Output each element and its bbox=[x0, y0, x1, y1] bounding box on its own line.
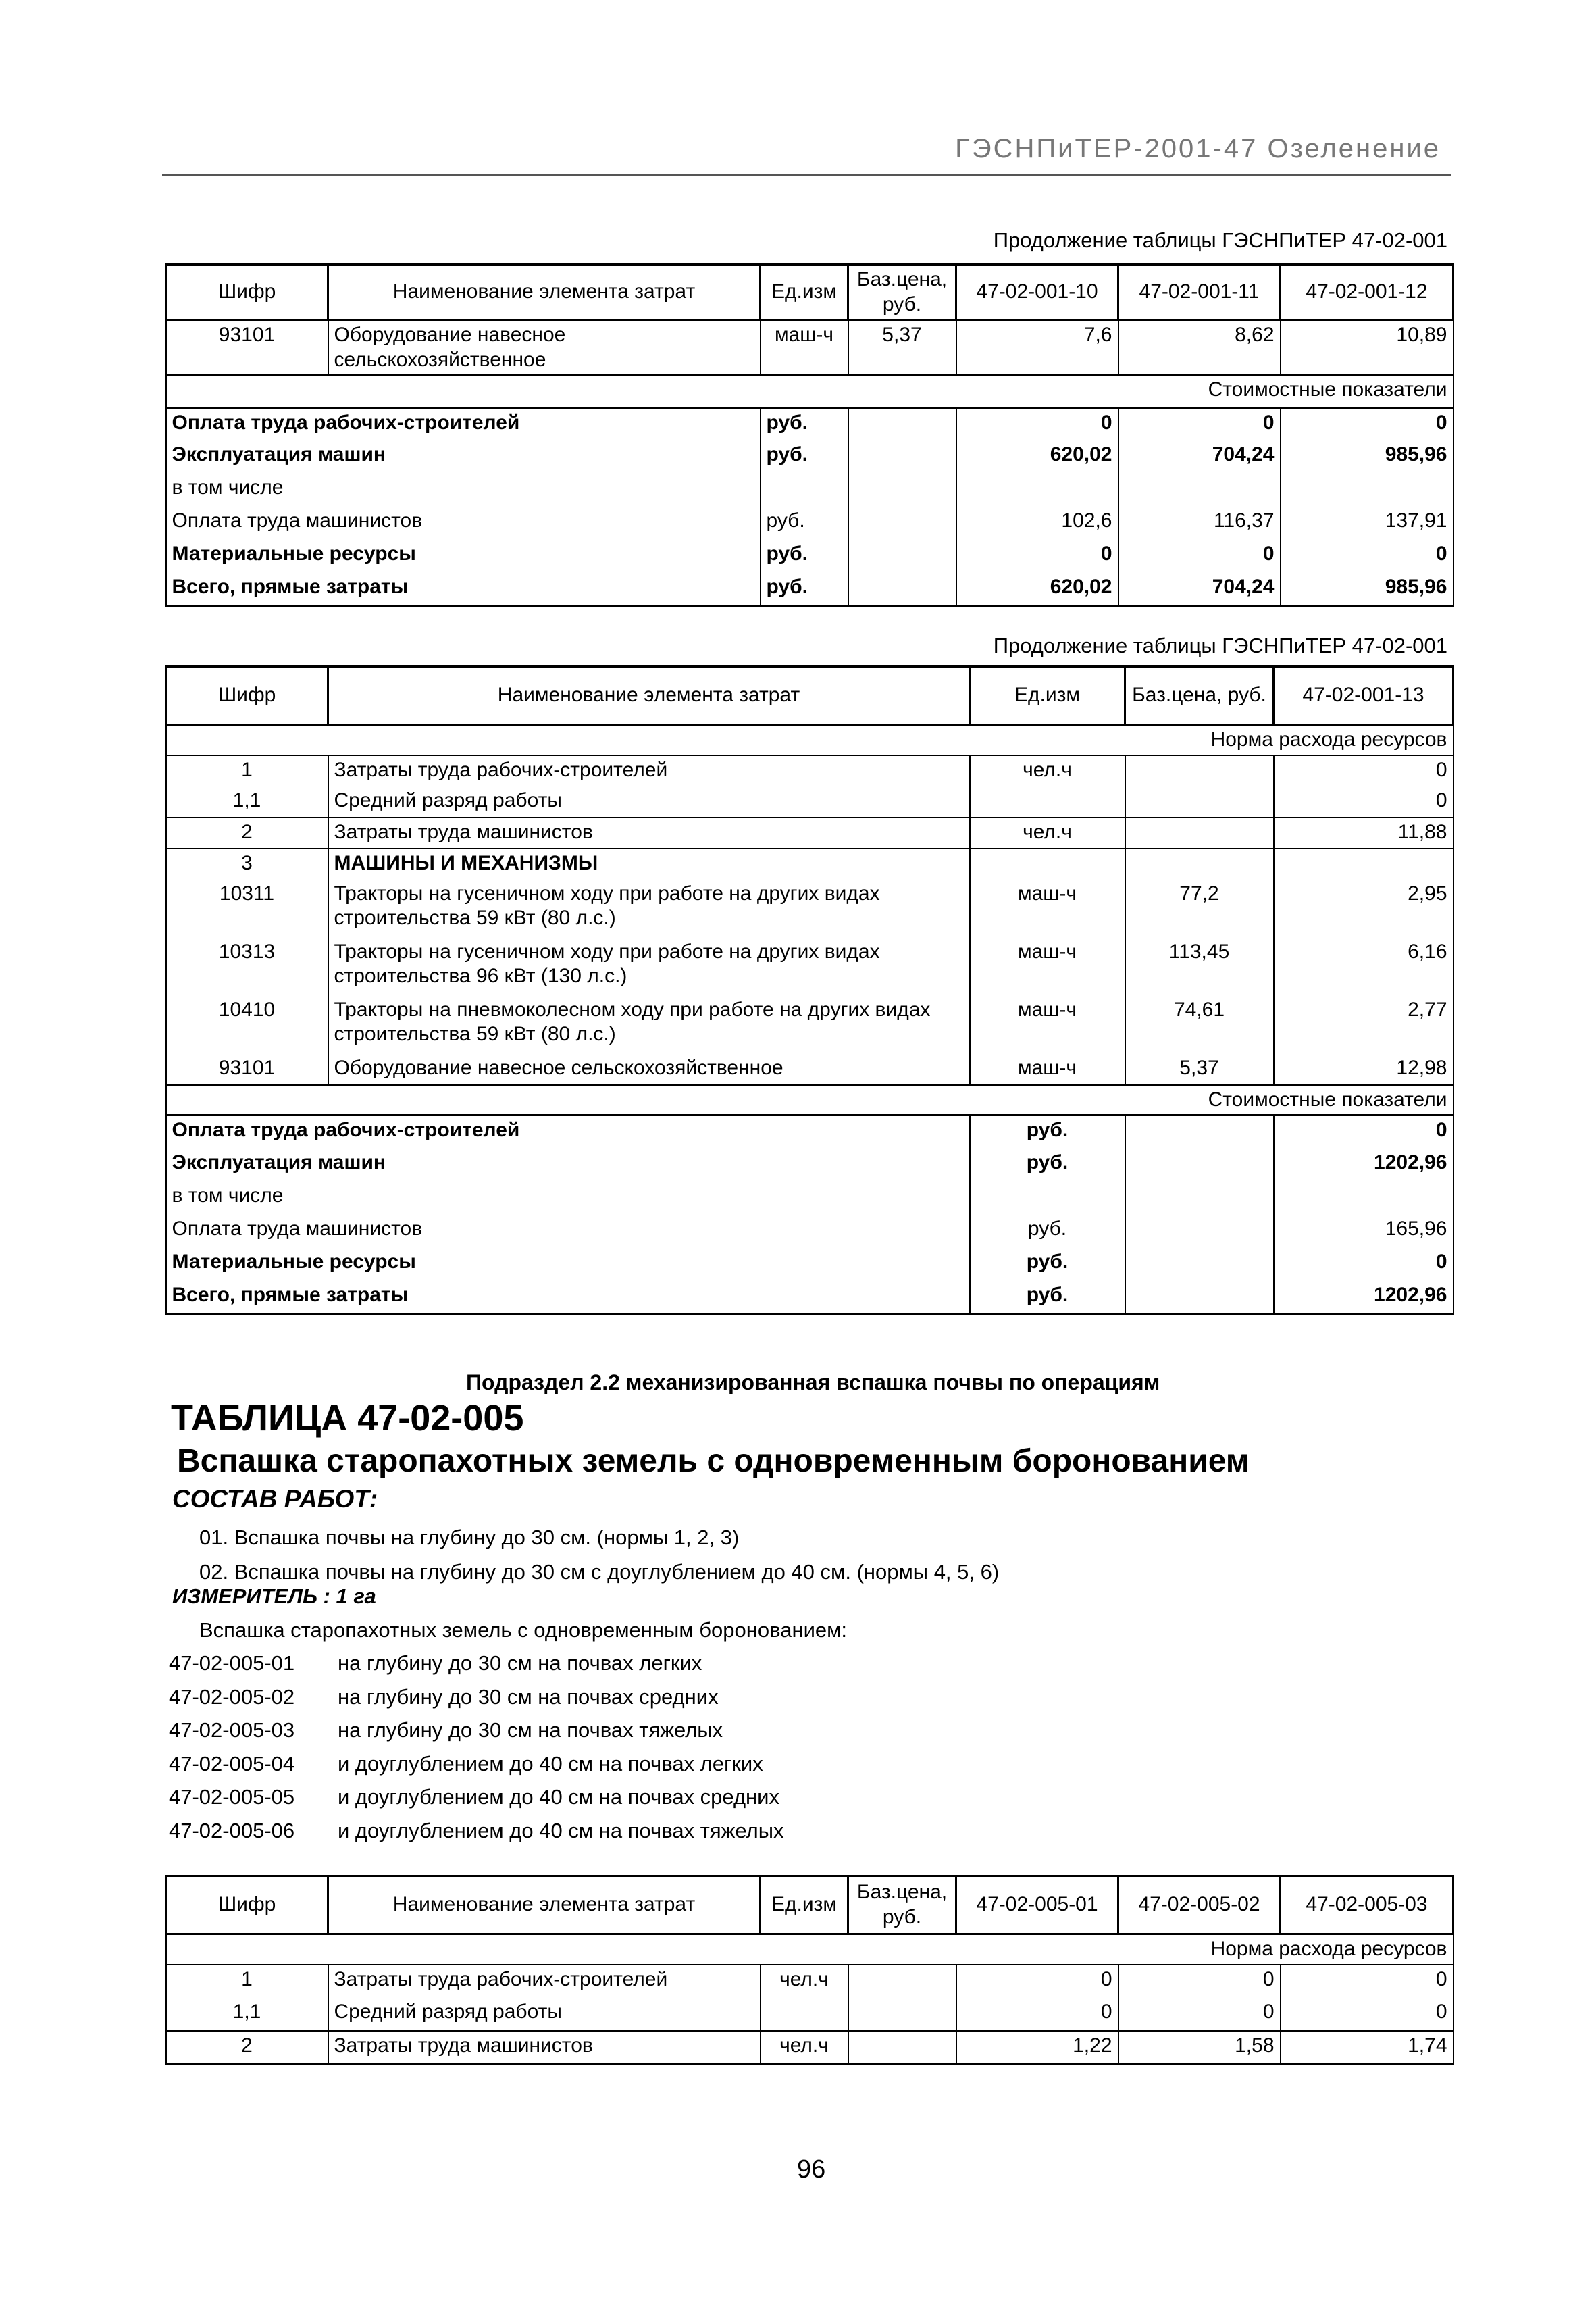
table-row bbox=[166, 1281, 1453, 1314]
table-row bbox=[166, 1182, 1453, 1215]
table-row bbox=[166, 996, 1453, 1054]
row-unit: маш-ч bbox=[970, 938, 1125, 996]
row-code: 1 bbox=[166, 1965, 328, 1998]
row-value-13: 0 bbox=[1274, 755, 1453, 786]
row-value-10: 7,6 bbox=[956, 320, 1118, 376]
table-row bbox=[166, 818, 1453, 849]
row-code: 2 bbox=[166, 2031, 328, 2064]
table-row bbox=[166, 540, 1453, 573]
row-name: в том числе bbox=[166, 1182, 970, 1215]
row-name: Оборудование навесное сельскохозяйственное bbox=[328, 1054, 970, 1085]
row-value-10: 620,02 bbox=[956, 441, 1118, 474]
table3-col-name: Наименование элемента затрат bbox=[328, 1876, 761, 1934]
row-value-13: 0 bbox=[1274, 1115, 1453, 1149]
list-item bbox=[169, 1646, 783, 1680]
row-value-12: 10,89 bbox=[1281, 320, 1453, 376]
table1-col-norm-10: 47-02-001-10 bbox=[956, 265, 1118, 320]
table-row bbox=[166, 1965, 1453, 1998]
table-row bbox=[166, 1149, 1453, 1182]
subsection-heading: Подраздел 2.2 механизированная вспашка почвы по операциям bbox=[466, 1370, 1160, 1394]
row-value-12: 137,91 bbox=[1281, 507, 1453, 540]
running-header: ГЭСНПиТЕР-2001-47 Озеленение bbox=[955, 134, 1441, 164]
row-name: в том числе bbox=[166, 474, 761, 507]
row-value-11: 0 bbox=[1118, 540, 1281, 573]
table2-body bbox=[166, 725, 1453, 1314]
row-unit: маш-ч bbox=[970, 1054, 1125, 1085]
row-value-13: 12,98 bbox=[1274, 1054, 1453, 1085]
row-value-03: 0 bbox=[1281, 1998, 1453, 2031]
row-value-03: 0 bbox=[1281, 1965, 1453, 1998]
table3-col-unit: Ед.изм bbox=[761, 1876, 848, 1934]
row-value-10: 102,6 bbox=[956, 507, 1118, 540]
table1-col-price: Баз.цена, руб. bbox=[848, 265, 956, 320]
row-unit bbox=[970, 786, 1125, 818]
row-code: 1 bbox=[166, 755, 328, 786]
codes-intro: Вспашка старопахотных земель с одновременным боронованием: bbox=[199, 1618, 848, 1642]
row-unit: руб. bbox=[761, 573, 848, 606]
row-name: Средний разряд работы bbox=[328, 786, 970, 818]
table3-body bbox=[166, 1934, 1453, 2064]
table2-col-norm-13: 47-02-001-13 bbox=[1274, 667, 1453, 725]
row-unit: руб. bbox=[761, 407, 848, 441]
row-value-13: 0 bbox=[1274, 786, 1453, 818]
row-unit: чел.ч bbox=[970, 818, 1125, 849]
table1-body bbox=[166, 320, 1453, 607]
row-value-13: 1202,96 bbox=[1274, 1149, 1453, 1182]
row-value-13: 6,16 bbox=[1274, 938, 1453, 996]
list-item-desc: и доуглублением до 40 см на почвах средних bbox=[338, 1785, 779, 1809]
composition-heading: СОСТАВ РАБОТ: bbox=[172, 1485, 378, 1513]
table1-col-norm-11: 47-02-001-11 bbox=[1118, 265, 1281, 320]
table2-caption: Продолжение таблицы ГЭСНПиТЕР 47-02-001 bbox=[993, 634, 1447, 657]
row-unit: чел.ч bbox=[761, 2031, 848, 2064]
table-row bbox=[166, 407, 1453, 441]
list-item bbox=[169, 1780, 783, 1814]
row-name: Тракторы на гусеничном ходу при работе на других видах строительства 96 кВт (130 л.с.) bbox=[328, 938, 970, 996]
table1-caption: Продолжение таблицы ГЭСНПиТЕР 47-02-001 bbox=[993, 228, 1447, 252]
row-name: Материальные ресурсы bbox=[166, 540, 761, 573]
table2-col-price: Баз.цена, руб. bbox=[1125, 667, 1274, 725]
row-price bbox=[1125, 818, 1274, 849]
list-item-code: 47-02-005-04 bbox=[169, 1751, 295, 1776]
table-row bbox=[166, 320, 1453, 376]
table-row bbox=[166, 849, 1453, 880]
list-item-desc: и доуглублением до 40 см на почвах легких bbox=[338, 1751, 763, 1776]
row-name: Всего, прямые затраты bbox=[166, 1281, 970, 1314]
list-item-desc: на глубину до 30 см на почвах тяжелых bbox=[338, 1718, 723, 1742]
row-price bbox=[1125, 849, 1274, 880]
row-price: 74,61 bbox=[1125, 996, 1274, 1054]
list-item-desc: на глубину до 30 см на почвах легких bbox=[338, 1651, 702, 1675]
row-value-01: 1,22 bbox=[956, 2031, 1118, 2064]
row-value-13: 1202,96 bbox=[1274, 1281, 1453, 1314]
table-row bbox=[166, 507, 1453, 540]
row-code: 1,1 bbox=[166, 786, 328, 818]
row-name: Всего, прямые затраты bbox=[166, 573, 761, 606]
row-unit: руб. bbox=[970, 1248, 1125, 1281]
row-unit: руб. bbox=[970, 1149, 1125, 1182]
table-row bbox=[166, 2031, 1453, 2064]
table-row bbox=[166, 441, 1453, 474]
list-item-code: 47-02-005-01 bbox=[169, 1651, 295, 1675]
row-value-12: 0 bbox=[1281, 407, 1453, 441]
row-code: 10311 bbox=[166, 880, 328, 938]
row-unit bbox=[761, 1998, 848, 2031]
row-code: 2 bbox=[166, 818, 328, 849]
table-row bbox=[166, 880, 1453, 938]
table1-col-norm-12: 47-02-001-12 bbox=[1281, 265, 1453, 320]
row-value-11: 116,37 bbox=[1118, 507, 1281, 540]
list-item-code: 47-02-005-03 bbox=[169, 1718, 295, 1742]
table-row bbox=[166, 755, 1453, 786]
measure-unit: ИЗМЕРИТЕЛЬ : 1 га bbox=[172, 1584, 376, 1608]
row-value-10: 0 bbox=[956, 540, 1118, 573]
section-cost-label: Стоимостные показатели bbox=[166, 375, 1453, 407]
row-price bbox=[1125, 755, 1274, 786]
row-price bbox=[848, 1998, 956, 2031]
row-unit: руб. bbox=[970, 1281, 1125, 1314]
row-name: МАШИНЫ И МЕХАНИЗМЫ bbox=[328, 849, 970, 880]
row-value-10: 0 bbox=[956, 407, 1118, 441]
row-price: 5,37 bbox=[1125, 1054, 1274, 1085]
row-name: Оплата труда рабочих-строителей bbox=[166, 407, 761, 441]
row-name: Затраты труда рабочих-строителей bbox=[328, 1965, 761, 1998]
operation-item: 01. Вспашка почвы на глубину до 30 см. (нормы 1, 2, 3) bbox=[199, 1526, 740, 1549]
row-name: Эксплуатация машин bbox=[166, 1149, 970, 1182]
row-code: 3 bbox=[166, 849, 328, 880]
row-code: 1,1 bbox=[166, 1998, 328, 2031]
table2 bbox=[165, 665, 1454, 1315]
table1-col-name: Наименование элемента затрат bbox=[328, 265, 761, 320]
table1 bbox=[165, 263, 1454, 607]
row-name: Материальные ресурсы bbox=[166, 1248, 970, 1281]
list-item-code: 47-02-005-05 bbox=[169, 1785, 295, 1809]
row-name: Оплата труда рабочих-строителей bbox=[166, 1115, 970, 1149]
row-name: Тракторы на пневмоколесном ходу при работе на других видах строительства 59 кВт (80 л.с.) bbox=[328, 996, 970, 1054]
row-value-11: 8,62 bbox=[1118, 320, 1281, 376]
section-cost-label: Стоимостные показатели bbox=[166, 1085, 1453, 1115]
row-value-13: 2,77 bbox=[1274, 996, 1453, 1054]
table3 bbox=[165, 1875, 1454, 2065]
list-item bbox=[169, 1680, 783, 1714]
row-value-12: 0 bbox=[1281, 540, 1453, 573]
table3-col-norm-01: 47-02-005-01 bbox=[956, 1876, 1118, 1934]
row-unit: руб. bbox=[970, 1215, 1125, 1248]
row-value-03: 1,74 bbox=[1281, 2031, 1453, 2064]
table-title: ТАБЛИЦА 47-02-005 bbox=[171, 1398, 524, 1438]
row-unit: руб. bbox=[761, 540, 848, 573]
row-price bbox=[848, 2031, 956, 2064]
row-price: 77,2 bbox=[1125, 880, 1274, 938]
row-code: 93101 bbox=[166, 320, 328, 376]
table-subtitle: Вспашка старопахотных земель с одновременным боронованием bbox=[177, 1443, 1250, 1479]
row-code: 93101 bbox=[166, 1054, 328, 1085]
row-value-11: 704,24 bbox=[1118, 441, 1281, 474]
section-norm-label: Норма расхода ресурсов bbox=[166, 725, 1453, 755]
row-name: Оплата труда машинистов bbox=[166, 1215, 970, 1248]
operation-item: 02. Вспашка почвы на глубину до 30 см с доуглублением до 40 см. (нормы 4, 5, 6) bbox=[199, 1560, 1000, 1584]
row-price: 5,37 bbox=[848, 320, 956, 376]
row-code: 10410 bbox=[166, 996, 328, 1054]
table1-col-unit: Ед.изм bbox=[761, 265, 848, 320]
header-rule bbox=[162, 174, 1451, 176]
row-unit: маш-ч bbox=[761, 320, 848, 376]
row-value-11: 0 bbox=[1118, 407, 1281, 441]
row-name: Эксплуатация машин bbox=[166, 441, 761, 474]
row-value-13 bbox=[1274, 849, 1453, 880]
row-unit: маш-ч bbox=[970, 880, 1125, 938]
row-name: Тракторы на гусеничном ходу при работе на других видах строительства 59 кВт (80 л.с.) bbox=[328, 880, 970, 938]
list-item-code: 47-02-005-06 bbox=[169, 1818, 295, 1842]
row-value-01: 0 bbox=[956, 1965, 1118, 1998]
table3-col-price: Баз.цена, руб. bbox=[848, 1876, 956, 1934]
row-unit bbox=[970, 849, 1125, 880]
table2-col-name: Наименование элемента затрат bbox=[328, 667, 970, 725]
row-unit: руб. bbox=[970, 1115, 1125, 1149]
table-row bbox=[166, 573, 1453, 606]
row-unit: маш-ч bbox=[970, 996, 1125, 1054]
list-item-desc: на глубину до 30 см на почвах средних bbox=[338, 1684, 719, 1709]
page-number: 96 bbox=[797, 2155, 826, 2184]
table-row bbox=[166, 938, 1453, 996]
row-value-13: 11,88 bbox=[1274, 818, 1453, 849]
row-name: Оплата труда машинистов bbox=[166, 507, 761, 540]
row-value-11: 704,24 bbox=[1118, 573, 1281, 606]
list-item bbox=[169, 1713, 783, 1747]
row-price bbox=[1125, 786, 1274, 818]
row-value-02: 0 bbox=[1118, 1998, 1281, 2031]
row-value-13: 0 bbox=[1274, 1248, 1453, 1281]
table3-col-norm-02: 47-02-005-02 bbox=[1118, 1876, 1281, 1934]
row-unit: чел.ч bbox=[761, 1965, 848, 1998]
list-item-code: 47-02-005-02 bbox=[169, 1684, 295, 1709]
table-row bbox=[166, 1115, 1453, 1149]
table2-col-code: Шифр bbox=[166, 667, 328, 725]
table-row bbox=[166, 1248, 1453, 1281]
row-value-12: 985,96 bbox=[1281, 573, 1453, 606]
row-unit: чел.ч bbox=[970, 755, 1125, 786]
section-norm-label: Норма расхода ресурсов bbox=[166, 1934, 1453, 1965]
row-unit: руб. bbox=[761, 441, 848, 474]
table1-col-code: Шифр bbox=[166, 265, 328, 320]
row-value-13: 2,95 bbox=[1274, 880, 1453, 938]
row-value-10: 620,02 bbox=[956, 573, 1118, 606]
row-value-01: 0 bbox=[956, 1998, 1118, 2031]
row-price: 113,45 bbox=[1125, 938, 1274, 996]
codes-list bbox=[169, 1646, 783, 1847]
list-item bbox=[169, 1747, 783, 1781]
row-unit: руб. bbox=[761, 507, 848, 540]
row-price bbox=[848, 1965, 956, 1998]
row-name: Затраты труда рабочих-строителей bbox=[328, 755, 970, 786]
list-item bbox=[169, 1814, 783, 1848]
table2-col-unit: Ед.изм bbox=[970, 667, 1125, 725]
table-row bbox=[166, 1998, 1453, 2031]
row-name: Средний разряд работы bbox=[328, 1998, 761, 2031]
row-name: Затраты труда машинистов bbox=[328, 2031, 761, 2064]
table3-col-code: Шифр bbox=[166, 1876, 328, 1934]
table-row bbox=[166, 786, 1453, 818]
row-code: 10313 bbox=[166, 938, 328, 996]
row-value-02: 1,58 bbox=[1118, 2031, 1281, 2064]
row-value-02: 0 bbox=[1118, 1965, 1281, 1998]
row-name: Затраты труда машинистов bbox=[328, 818, 970, 849]
table-row bbox=[166, 1054, 1453, 1085]
table-row bbox=[166, 1215, 1453, 1248]
table-row bbox=[166, 474, 1453, 507]
row-value-12: 985,96 bbox=[1281, 441, 1453, 474]
list-item-desc: и доуглублением до 40 см на почвах тяжелых bbox=[338, 1818, 784, 1842]
table3-col-norm-03: 47-02-005-03 bbox=[1281, 1876, 1453, 1934]
row-value-13: 165,96 bbox=[1274, 1215, 1453, 1248]
operations-list bbox=[199, 1520, 999, 1589]
row-name: Оборудование навесное сельскохозяйственное bbox=[328, 320, 761, 376]
